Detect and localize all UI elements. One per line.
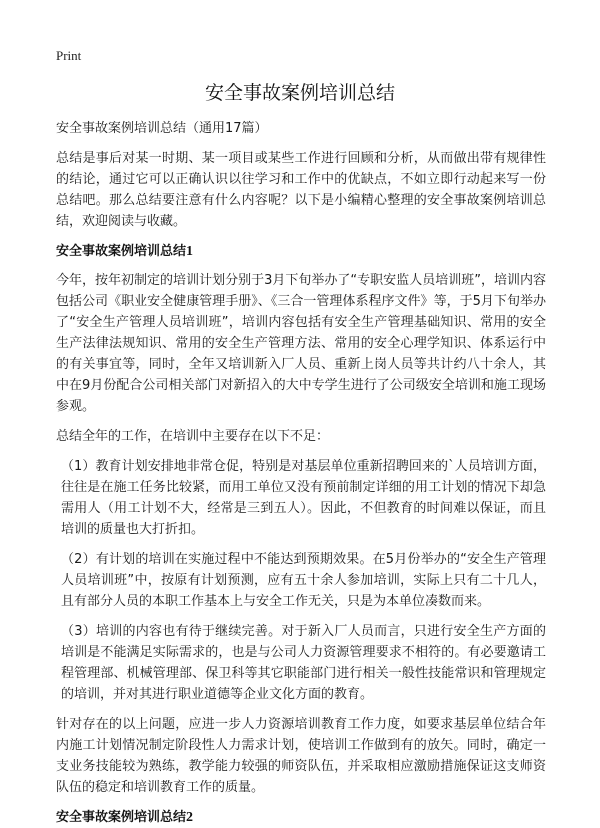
section-1-paragraph-4: （2）有计划的培训在实施过程中不能达到预期效果。在5月份举办的“安全生产管理人员培训班”中，按原有计划预测，应有五十余人参加培训，实际上只有二十几人，且有部分人员的本职工作基本上与安全工作无关，只是为本单位凑数而来。 <box>61 552 546 609</box>
section-heading-text: 安全事故案例培训总结 <box>56 810 187 825</box>
section-heading-2 <box>56 807 546 828</box>
section-1-paragraph-5: （3）培训的内容也有待于继续完善。对于新入厂人员而言，只进行安全生产方面的培训是不能满足实际需求的，也是与公司人力资源管理要求不相符的。有必要邀请工程管理部、机械管理部、保卫科等其它职能部门进行相关一般性技能常识和管理规定的培训，并对其进行职业道德等企业文化方面的教育。 <box>61 624 546 702</box>
section-heading-1 <box>56 241 546 263</box>
section-heading-number: 2 <box>186 810 194 825</box>
section-heading-number: 1 <box>186 244 194 259</box>
section-1-paragraph-6: 针对存在的以上问题，应进一步人力资源培训教育工作力度，如要求基层单位结合年内施工计划情况制定阶段性人力需求计划，使培训工作做到有的放矢。同时，确定一支业务技能较为熟练，教学能力较强的师资队伍，并采取相应激励措施保证这支师资队伍的稳定和培训教育工作的质量。 <box>56 717 546 795</box>
section-1-paragraph-2: 总结全年的工作，在培训中主要存在以下不足： <box>56 429 330 444</box>
section-1-paragraph-3: （1）教育计划安排地非常仓促，特别是对基层单位重新招聘回来的`人员培训方面，往往是在施工任务比较紧，而用工单位又没有预前制定详细的用工计划的情况下却急需用人（用工计划不大，经常是三到五人）。因此，不但教育的时间难以保证，而且培训的质量也大打折扣。 <box>61 459 546 537</box>
print-link[interactable]: Print <box>56 48 82 63</box>
page-title: 安全事故案例培训总结 <box>204 82 395 104</box>
document-body <box>56 118 546 828</box>
section-1-paragraph-1: 今年，按年初制定的培训计划分别于3月下旬举办了“专职安监人员培训班”，培训内容包括公司《职业安全健康管理手册》、《三合一管理体系程序文件》等，于5月下旬举办了“安全生产管理人员培训班”，培训内容包括有安全生产管理基础知识、常用的安全生产法律法规知识、常用的安全生产管理方法、常用的安全心理学知识、体系运行中的有关事宜等，同时，全年又培训新入厂人员、重新上岗人员等共计约八十余人，其中在9月份配合公司相关部门对新招入的大中专学生进行了公司级安全培训和施工现场参观。 <box>56 273 546 414</box>
document-subtitle: 安全事故案例培训总结（通用17篇） <box>56 121 268 136</box>
section-heading-text: 安全事故案例培训总结 <box>56 244 187 259</box>
intro-paragraph: 总结是事后对某一时期、某一项目或某些工作进行回顾和分析，从而做出带有规律性的结论，通过它可以正确认识以往学习和工作中的优缺点，不如立即行动起来写一份总结吧。那么总结要注意有什么内容呢？以下是小编精心整理的安全事故案例培训总结，欢迎阅读与收藏。 <box>56 151 546 229</box>
